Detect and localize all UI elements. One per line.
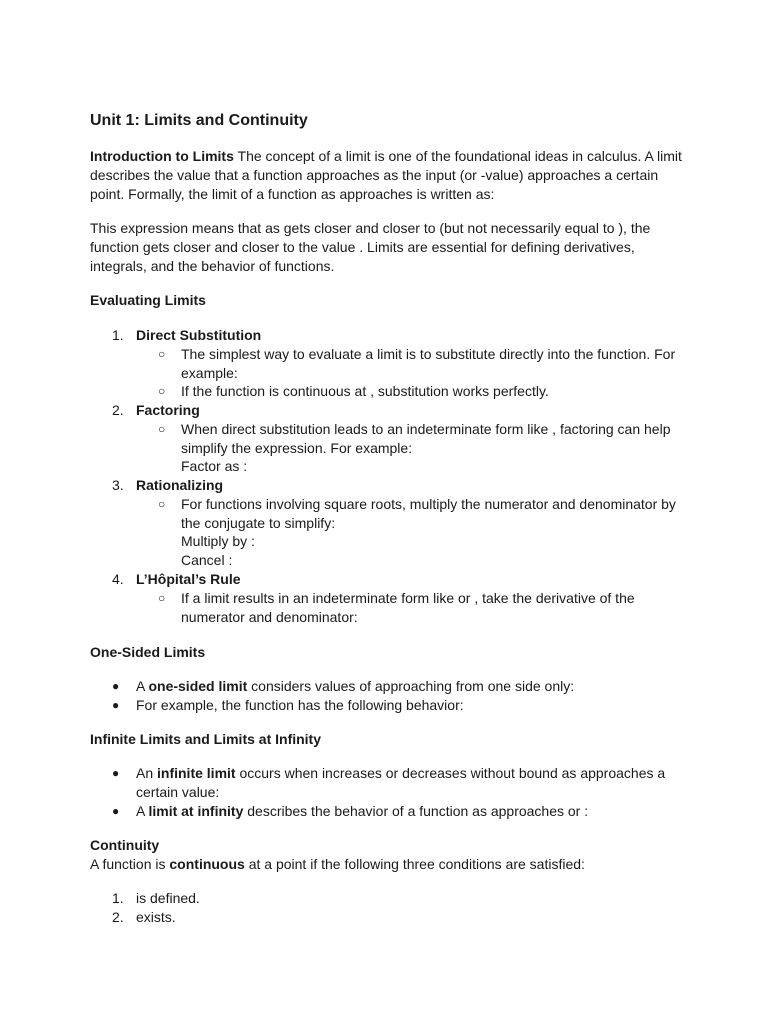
term-infinite-limit: infinite limit [157,765,236,781]
list-subitem: The simplest way to evaluate a limit is to substitute directly into the function. For example: [181,346,676,381]
term-limit-at-infinity: limit at infinity [148,803,244,819]
infinite-heading: Infinite Limits and Limits at Infinity [90,731,322,747]
direct-substitution-title: Direct Substitution [136,327,262,343]
term-one-sided-limit: one-sided limit [148,678,248,694]
list-number: 3. [112,477,124,493]
intro-label: Introduction to Limits [90,148,234,164]
disc-bullet-icon: ● [112,804,120,818]
list-item: For example, the function has the following behavior: [136,697,464,713]
circle-bullet-icon: ○ [158,422,166,436]
text-fragment: at a point if the following three conditions are satisfied: [244,856,585,872]
text-fragment: describes the behavior of a function as approaches or : [243,803,589,819]
list-subitem: For functions involving square roots, multiply the numerator and denominator by the conjugate to simplify: [181,496,676,531]
lhopital-title: L’Hôpital’s Rule [136,571,241,587]
circle-bullet-icon: ○ [158,384,166,398]
text-fragment: considers values of approaching from one side only: [247,678,575,694]
factoring-title: Factoring [136,402,200,418]
continuity-paragraph [90,855,690,874]
intro-paragraph [90,147,690,204]
list-item [136,802,681,821]
circle-bullet-icon: ○ [158,347,166,361]
expression-paragraph: This expression means that as gets closer and closer to (but not necessarily equal to ), the function gets closer and closer to the value . Limits are essential for defining derivatives, integrals, and the behavior of functions. [90,220,651,274]
one-sided-heading: One-Sided Limits [90,644,206,660]
continuity-heading: Continuity [90,837,160,853]
disc-bullet-icon: ● [112,698,120,712]
intro-text: The concept of a limit is one of the foundational ideas in calculus. A limit describes the value that a function approaches as the input (or -value) approaches a certain point. Formally, the limit of a function as approaches is written as: [90,148,682,202]
list-subitem: If a limit results in an indeterminate form like or , take the derivative of the numerator and denominator: [181,590,635,625]
text-fragment: A [136,803,149,819]
rationalizing-title: Rationalizing [136,477,224,493]
list-item [136,677,681,696]
list-item: exists. [136,909,176,925]
page-title: Unit 1: Limits and Continuity [90,112,308,129]
disc-bullet-icon: ● [112,766,120,780]
text-fragment: An [136,765,158,781]
text-fragment: A [136,678,149,694]
disc-bullet-icon: ● [112,679,120,693]
list-number: 1. [112,890,124,906]
evaluating-heading: Evaluating Limits [90,292,206,308]
list-number: 1. [112,327,124,343]
list-subitem: When direct substitution leads to an indeterminate form like , factoring can help simplify the expression. For example: [181,421,671,456]
list-number: 2. [112,402,124,418]
circle-bullet-icon: ○ [158,591,166,605]
list-item [136,764,681,802]
list-number: 2. [112,909,124,925]
term-continuous: continuous [169,856,245,872]
list-item: is defined. [136,890,200,906]
text-fragment: occurs when increases or decreases without bound as approaches a certain value: [136,765,666,800]
list-number: 4. [112,571,124,587]
text-fragment: A function is [90,856,170,872]
list-subitem-extra: Cancel : [181,552,233,568]
list-subitem-extra: Multiply by : [181,533,255,549]
list-subitem: If the function is continuous at , substitution works perfectly. [181,383,549,399]
circle-bullet-icon: ○ [158,497,166,511]
list-subitem-extra: Factor as : [181,458,248,474]
